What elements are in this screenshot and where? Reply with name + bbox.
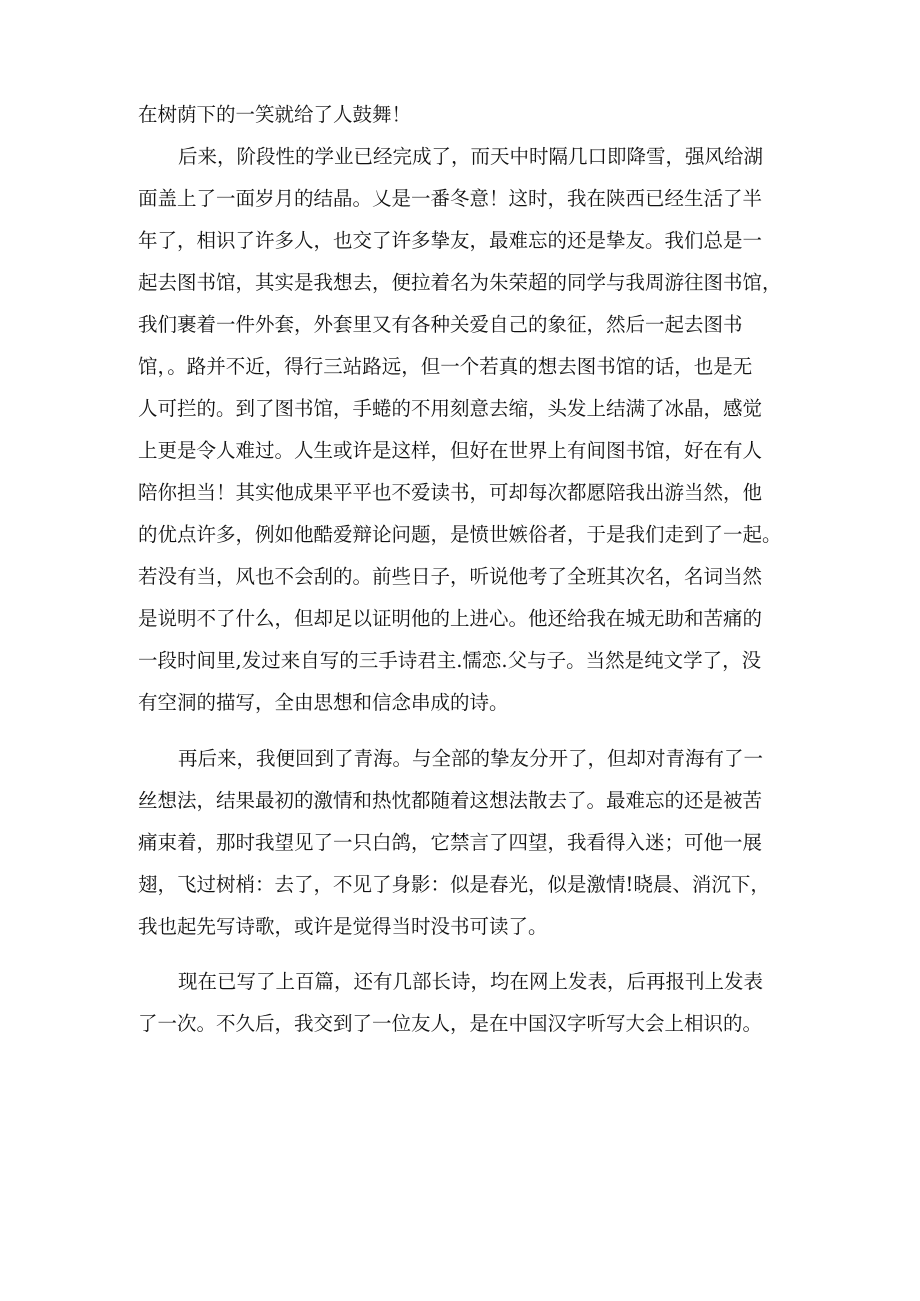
- text-line: 翅，飞过树梢：去了，不见了身影：似是春光，似是激情!晓晨、消沉下，: [138, 873, 770, 896]
- text-line: 若没有当，风也不会刮的。前些日子，听说他考了全班其次名，名词当然: [138, 565, 763, 588]
- text-line: 起去图书馆，其实是我想去，便拉着名为朱荣超的同学与我周游往图书馆，: [138, 271, 782, 294]
- text-line: 馆，。路并不近，得行三站路远，但一个若真的想去图书馆的话，也是无: [138, 355, 753, 378]
- text-line: 年了，相识了许多人，也交了许多挚友，最难忘的还是挚友。我们总是一: [138, 229, 763, 252]
- text-line: 面盖上了一面岁月的结晶。乂是一番冬意！这时，我在陕西已经生活了半: [138, 187, 763, 210]
- text-line: 了一次。不久后，我交到了一位友人，是在中国汉字听写大会上相识的。: [138, 1012, 763, 1035]
- text-line: 丝想法，结果最初的激情和热忱都随着这想法散去了。最难忘的还是被苦: [138, 789, 763, 812]
- paragraph-start-line: 再后来，我便回到了青海。与全部的挚友分开了，但却对青海有了一: [178, 747, 764, 770]
- paragraph-start-line: 现在已写了上百篇，还有几部长诗，均在网上发表，后再报刊上发表: [178, 970, 764, 993]
- text-line: 的优点许多，例如他酷爱辩论问题，是愤世嫉俗者，于是我们走到了一起。: [138, 523, 782, 546]
- text-line: 痛束着，那时我望见了一只白鸽，它禁言了四望，我看得入迷；可他一展: [138, 831, 763, 854]
- text-line: 在树荫下的一笑就给了人鼓舞！: [138, 103, 412, 126]
- text-line: 是说明不了什么，但却足以证明他的上进心。他还给我在城无助和苦痛的: [138, 607, 763, 630]
- text-line: 我们裹着一件外套，外套里又有各种关爱自己的象征，然后一起去图书: [138, 313, 743, 336]
- text-line: 我也起先写诗歌，或许是觉得当时没书可读了。: [138, 915, 548, 938]
- text-line: 有空洞的描写，全由思想和信念串成的诗。: [138, 691, 509, 714]
- text-line: 一段时间里,发过来自写的三手诗君主.懦恋.父与子。当然是纯文学了，没: [138, 649, 762, 672]
- text-line: 陪你担当！其实他成果平平也不爱读书，可却每次都愿陪我出游当然，他: [138, 481, 763, 504]
- text-line: 人可拦的。到了图书馆，手蜷的不用刻意去缩，头发上结满了冰晶，感觉: [138, 397, 763, 420]
- text-line: 上更是令人难过。人生或许是这样，但好在世界上有间图书馆，好在有人: [138, 439, 763, 462]
- paragraph-start-line: 后来，阶段性的学业已经完成了，而天中时隔几口即降雪，强风给湖: [178, 145, 764, 168]
